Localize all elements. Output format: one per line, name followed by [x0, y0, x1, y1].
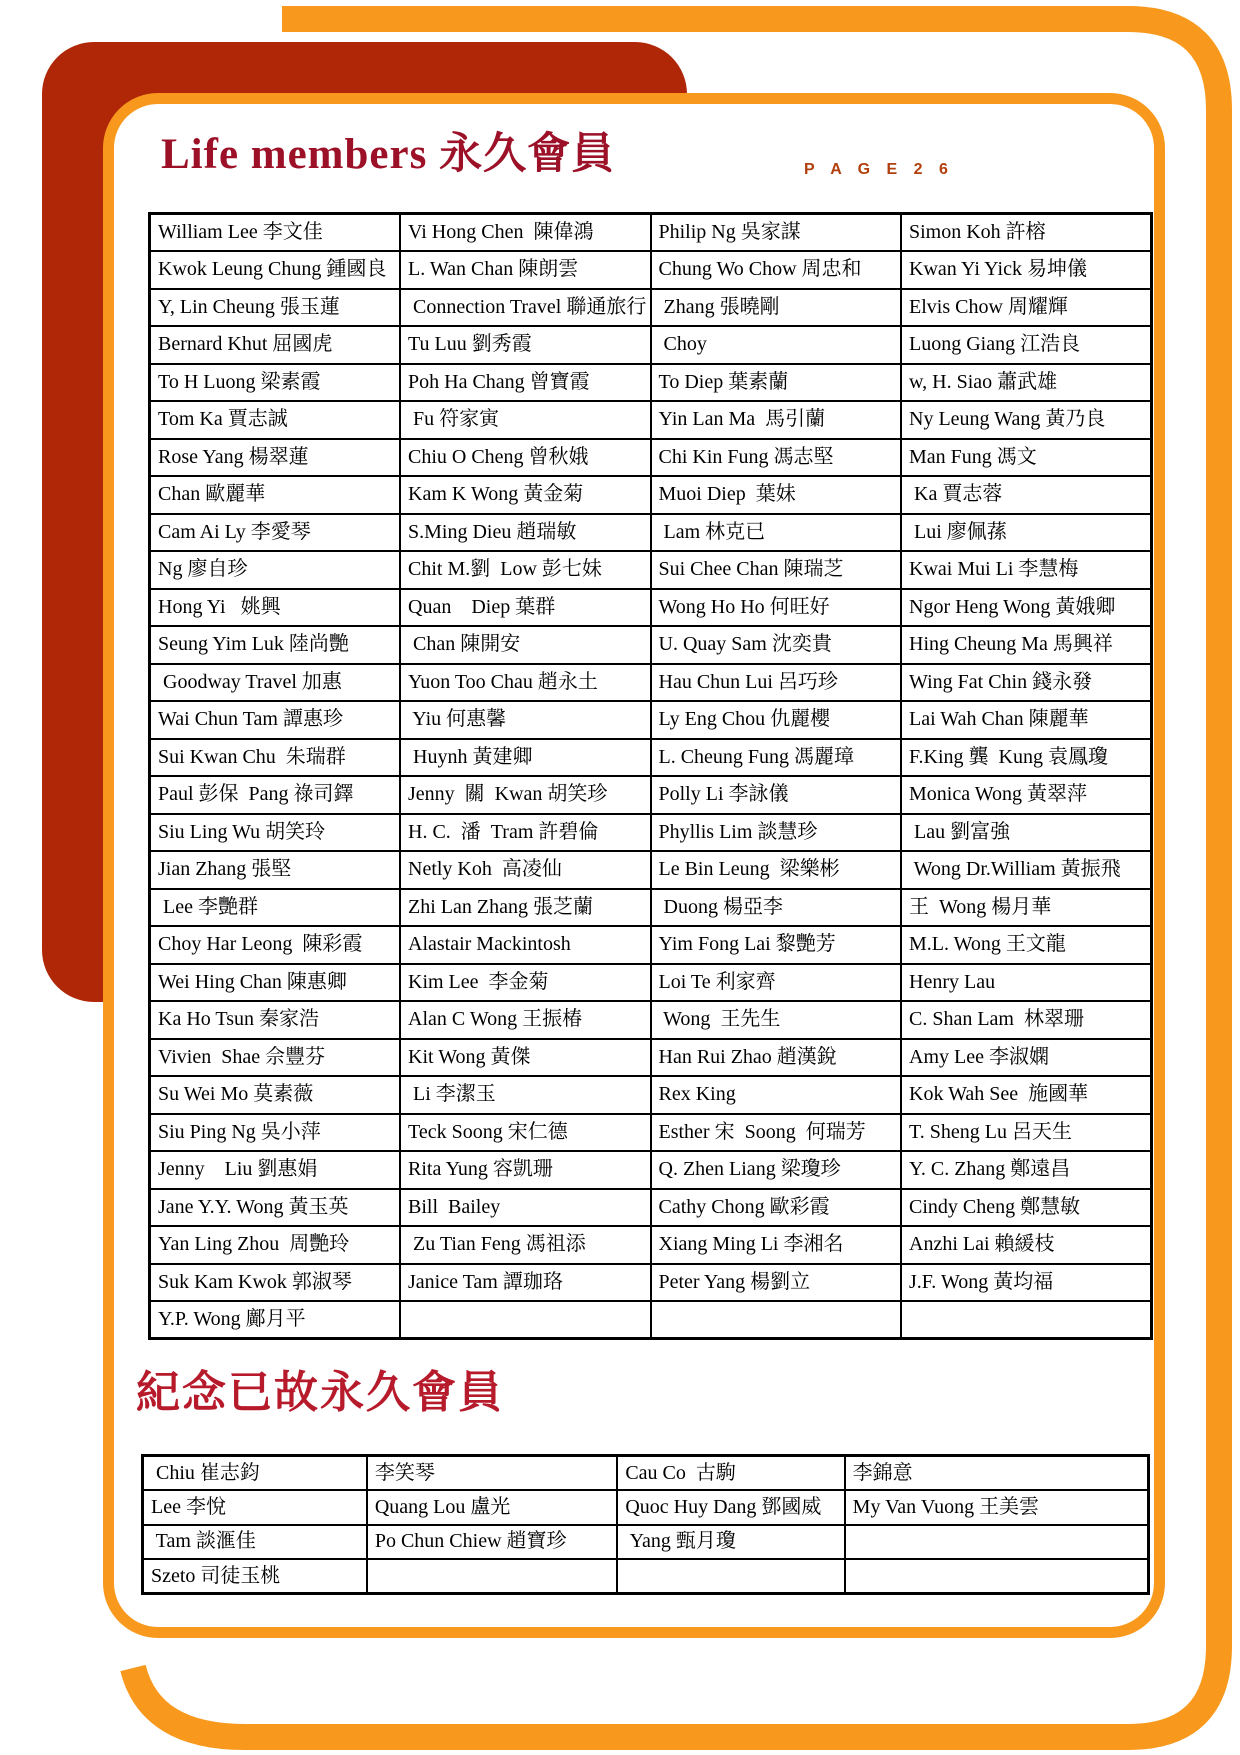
- member-cell: T. Sheng Lu 呂天生: [901, 1114, 1152, 1152]
- member-cell: Simon Koh 許榕: [901, 214, 1152, 252]
- member-cell: Cam Ai Ly 李愛琴: [150, 514, 401, 552]
- member-cell: Lee 李悅: [143, 1490, 367, 1525]
- member-cell: Duong 楊亞李: [651, 889, 902, 927]
- member-cell: Huynh 黃建卿: [400, 739, 651, 777]
- member-cell: Connection Travel 聯通旅行: [400, 289, 651, 327]
- table-row: [150, 1114, 1152, 1152]
- member-cell: Jian Zhang 張堅: [150, 851, 401, 889]
- member-cell: Yin Lan Ma 馬引蘭: [651, 401, 902, 439]
- member-cell: Siu Ping Ng 吳小萍: [150, 1114, 401, 1152]
- member-cell: Ka 賈志蓉: [901, 476, 1152, 514]
- member-cell: Kwai Mui Li 李慧梅: [901, 551, 1152, 589]
- member-cell: Polly Li 李詠儀: [651, 776, 902, 814]
- member-cell: [400, 1301, 651, 1339]
- member-cell: Monica Wong 黃翠萍: [901, 776, 1152, 814]
- member-cell: Anzhi Lai 賴緩枝: [901, 1226, 1152, 1264]
- member-cell: Le Bin Leung 梁樂彬: [651, 851, 902, 889]
- member-cell: Quan Diep 葉群: [400, 589, 651, 627]
- member-cell: Kit Wong 黃傑: [400, 1039, 651, 1077]
- memorial-members-table: [141, 1454, 1150, 1595]
- member-cell: Choy: [651, 326, 902, 364]
- member-cell: Quoc Huy Dang 鄧國威: [617, 1490, 844, 1525]
- table-row: [150, 551, 1152, 589]
- member-cell: Yang 甄月瓊: [617, 1525, 844, 1560]
- member-cell: Paul 彭保 Pang 祿司鐸: [150, 776, 401, 814]
- member-cell: Janice Tam 譚珈珞: [400, 1264, 651, 1302]
- member-cell: [845, 1559, 1149, 1594]
- member-cell: Jenny 關 Kwan 胡笑珍: [400, 776, 651, 814]
- table-row: [143, 1490, 1149, 1525]
- member-cell: J.F. Wong 黃均福: [901, 1264, 1152, 1302]
- member-cell: [367, 1559, 617, 1594]
- member-cell: Y. C. Zhang 鄭遠昌: [901, 1151, 1152, 1189]
- member-cell: Hing Cheung Ma 馬興祥: [901, 626, 1152, 664]
- table-row: [150, 664, 1152, 702]
- member-cell: Y, Lin Cheung 張玉蓮: [150, 289, 401, 327]
- table-row: [150, 851, 1152, 889]
- member-cell: 王 Wong 楊月華: [901, 889, 1152, 927]
- member-cell: w, H. Siao 蕭武雄: [901, 364, 1152, 402]
- member-cell: Han Rui Zhao 趙漢銳: [651, 1039, 902, 1077]
- member-cell: Wing Fat Chin 錢永發: [901, 664, 1152, 702]
- table-row: [150, 251, 1152, 289]
- member-cell: Xiang Ming Li 李湘名: [651, 1226, 902, 1264]
- member-cell: Ngor Heng Wong 黃娥卿: [901, 589, 1152, 627]
- member-cell: Yuon Too Chau 趙永土: [400, 664, 651, 702]
- member-cell: Y.P. Wong 鄺月平: [150, 1301, 401, 1339]
- member-cell: Cathy Chong 歐彩霞: [651, 1189, 902, 1227]
- member-cell: Zhang 張曉剛: [651, 289, 902, 327]
- member-cell: Kwok Leung Chung 鍾國良: [150, 251, 401, 289]
- member-cell: Hong Yi 姚興: [150, 589, 401, 627]
- member-cell: Esther 宋 Soong 何瑞芳: [651, 1114, 902, 1152]
- member-cell: L. Wan Chan 陳朗雲: [400, 251, 651, 289]
- table-row: [150, 326, 1152, 364]
- member-cell: Cindy Cheng 鄭慧敏: [901, 1189, 1152, 1227]
- member-cell: [845, 1525, 1149, 1560]
- table-row: [150, 1301, 1152, 1339]
- member-cell: Phyllis Lim 談慧珍: [651, 814, 902, 852]
- table-row: [150, 626, 1152, 664]
- member-cell: Cau Co 古駒: [617, 1456, 844, 1491]
- member-cell: Chan 陳開安: [400, 626, 651, 664]
- member-cell: Sui Chee Chan 陳瑞芝: [651, 551, 902, 589]
- table-row: [150, 476, 1152, 514]
- member-cell: Chung Wo Chow 周忠和: [651, 251, 902, 289]
- member-cell: Tam 談滙佳: [143, 1525, 367, 1560]
- member-cell: Zhi Lan Zhang 張芝蘭: [400, 889, 651, 927]
- member-cell: Amy Lee 李淑嫻: [901, 1039, 1152, 1077]
- member-cell: Ny Leung Wang 黃乃良: [901, 401, 1152, 439]
- memorial-heading: 紀念已故永久會員: [136, 1368, 504, 1417]
- member-cell: Choy Har Leong 陳彩霞: [150, 926, 401, 964]
- member-cell: Ng 廖自珍: [150, 551, 401, 589]
- member-cell: Vi Hong Chen 陳偉鴻: [400, 214, 651, 252]
- member-cell: Jenny Liu 劉惠娟: [150, 1151, 401, 1189]
- member-cell: 李笑琴: [367, 1456, 617, 1491]
- member-cell: Vivien Shae 佘豐芬: [150, 1039, 401, 1077]
- member-cell: Rita Yung 容凱珊: [400, 1151, 651, 1189]
- member-cell: Bill Bailey: [400, 1189, 651, 1227]
- member-cell: Kwan Yi Yick 易坤儀: [901, 251, 1152, 289]
- member-cell: Loi Te 利家齊: [651, 964, 902, 1002]
- table-row: [150, 1226, 1152, 1264]
- member-cell: Chiu 崔志鈞: [143, 1456, 367, 1491]
- member-cell: M.L. Wong 王文龍: [901, 926, 1152, 964]
- member-cell: Fu 符家寅: [400, 401, 651, 439]
- page-number-label: P A G E 2 6: [804, 161, 954, 178]
- member-cell: Su Wei Mo 莫素薇: [150, 1076, 401, 1114]
- member-cell: Wai Chun Tam 譚惠珍: [150, 701, 401, 739]
- member-cell: Luong Giang 江浩良: [901, 326, 1152, 364]
- page-card: [103, 93, 1165, 1638]
- table-row: [150, 1076, 1152, 1114]
- member-cell: Elvis Chow 周耀輝: [901, 289, 1152, 327]
- member-cell: Netly Koh 高凌仙: [400, 851, 651, 889]
- table-row: [143, 1559, 1149, 1594]
- table-row: [150, 439, 1152, 477]
- table-row: [150, 214, 1152, 252]
- member-cell: Suk Kam Kwok 郭淑琴: [150, 1264, 401, 1302]
- member-cell: Lam 林克已: [651, 514, 902, 552]
- table-row: [150, 289, 1152, 327]
- member-cell: Hau Chun Lui 呂巧珍: [651, 664, 902, 702]
- table-row: [143, 1525, 1149, 1560]
- member-cell: Ly Eng Chou 仇麗櫻: [651, 701, 902, 739]
- table-row: [150, 926, 1152, 964]
- member-cell: Ka Ho Tsun 秦家浩: [150, 1001, 401, 1039]
- member-cell: Chiu O Cheng 曾秋娥: [400, 439, 651, 477]
- member-cell: Alan C Wong 王振椿: [400, 1001, 651, 1039]
- page-title: Life members 永久會員: [161, 131, 616, 178]
- table-row: [150, 401, 1152, 439]
- member-cell: Yiu 何惠馨: [400, 701, 651, 739]
- table-row: [150, 589, 1152, 627]
- member-cell: Po Chun Chiew 趙寶珍: [367, 1525, 617, 1560]
- member-cell: Zu Tian Feng 馮祖添: [400, 1226, 651, 1264]
- table-row: [150, 701, 1152, 739]
- member-cell: 李錦意: [845, 1456, 1149, 1491]
- member-cell: L. Cheung Fung 馮麗璋: [651, 739, 902, 777]
- member-cell: Yan Ling Zhou 周艷玲: [150, 1226, 401, 1264]
- member-cell: Siu Ling Wu 胡笑玲: [150, 814, 401, 852]
- member-cell: Chit M.劉 Low 彭七妹: [400, 551, 651, 589]
- member-cell: [617, 1559, 844, 1594]
- table-row: [150, 1151, 1152, 1189]
- member-cell: Goodway Travel 加惠: [150, 664, 401, 702]
- member-cell: Bernard Khut 屈國虎: [150, 326, 401, 364]
- member-cell: U. Quay Sam 沈奕貴: [651, 626, 902, 664]
- member-cell: My Van Vuong 王美雲: [845, 1490, 1149, 1525]
- member-cell: Lui 廖佩蓀: [901, 514, 1152, 552]
- member-cell: Quang Lou 盧光: [367, 1490, 617, 1525]
- table-row: [150, 814, 1152, 852]
- member-cell: Q. Zhen Liang 梁瓊珍: [651, 1151, 902, 1189]
- member-cell: Poh Ha Chang 曾寶霞: [400, 364, 651, 402]
- member-cell: Tu Luu 劉秀霞: [400, 326, 651, 364]
- member-cell: Seung Yim Luk 陸尚艷: [150, 626, 401, 664]
- member-cell: Li 李潔玉: [400, 1076, 651, 1114]
- table-row: [150, 739, 1152, 777]
- table-row: [150, 364, 1152, 402]
- member-cell: Henry Lau: [901, 964, 1152, 1002]
- member-cell: Sui Kwan Chu 朱瑞群: [150, 739, 401, 777]
- member-cell: To Diep 葉素蘭: [651, 364, 902, 402]
- member-cell: Lee 李艷群: [150, 889, 401, 927]
- member-cell: To H Luong 梁素霞: [150, 364, 401, 402]
- table-row: [150, 964, 1152, 1002]
- table-row: [150, 1039, 1152, 1077]
- member-cell: H. C. 潘 Tram 許碧倫: [400, 814, 651, 852]
- member-cell: Kok Wah See 施國華: [901, 1076, 1152, 1114]
- table-row: [150, 1264, 1152, 1302]
- member-cell: Philip Ng 吳家謀: [651, 214, 902, 252]
- member-cell: Lai Wah Chan 陳麗華: [901, 701, 1152, 739]
- member-cell: Kim Lee 李金菊: [400, 964, 651, 1002]
- member-cell: Wong Dr.William 黃振飛: [901, 851, 1152, 889]
- member-cell: S.Ming Dieu 趙瑞敏: [400, 514, 651, 552]
- table-row: [150, 1189, 1152, 1227]
- table-row: [150, 776, 1152, 814]
- member-cell: Wong 王先生: [651, 1001, 902, 1039]
- life-members-table: [148, 212, 1153, 1340]
- member-cell: Wong Ho Ho 何旺好: [651, 589, 902, 627]
- member-cell: Teck Soong 宋仁德: [400, 1114, 651, 1152]
- member-cell: Szeto 司徒玉桃: [143, 1559, 367, 1594]
- table-row: [150, 1001, 1152, 1039]
- member-cell: F.King 龔 Kung 袁鳳瓊: [901, 739, 1152, 777]
- member-cell: William Lee 李文佳: [150, 214, 401, 252]
- member-cell: Man Fung 馮文: [901, 439, 1152, 477]
- member-cell: Lau 劉富強: [901, 814, 1152, 852]
- member-cell: Muoi Diep 葉妹: [651, 476, 902, 514]
- member-cell: Tom Ka 賈志誠: [150, 401, 401, 439]
- table-row: [150, 514, 1152, 552]
- table-row: [150, 889, 1152, 927]
- member-cell: [901, 1301, 1152, 1339]
- member-cell: C. Shan Lam 林翠珊: [901, 1001, 1152, 1039]
- member-cell: Kam K Wong 黃金菊: [400, 476, 651, 514]
- member-cell: Chan 歐麗華: [150, 476, 401, 514]
- member-cell: Peter Yang 楊劉立: [651, 1264, 902, 1302]
- member-cell: Rose Yang 楊翠蓮: [150, 439, 401, 477]
- member-cell: Yim Fong Lai 黎艷芳: [651, 926, 902, 964]
- table-row: [143, 1456, 1149, 1491]
- member-cell: Alastair Mackintosh: [400, 926, 651, 964]
- member-cell: Chi Kin Fung 馮志堅: [651, 439, 902, 477]
- member-cell: Wei Hing Chan 陳惠卿: [150, 964, 401, 1002]
- member-cell: [651, 1301, 902, 1339]
- member-cell: Jane Y.Y. Wong 黃玉英: [150, 1189, 401, 1227]
- member-cell: Rex King: [651, 1076, 902, 1114]
